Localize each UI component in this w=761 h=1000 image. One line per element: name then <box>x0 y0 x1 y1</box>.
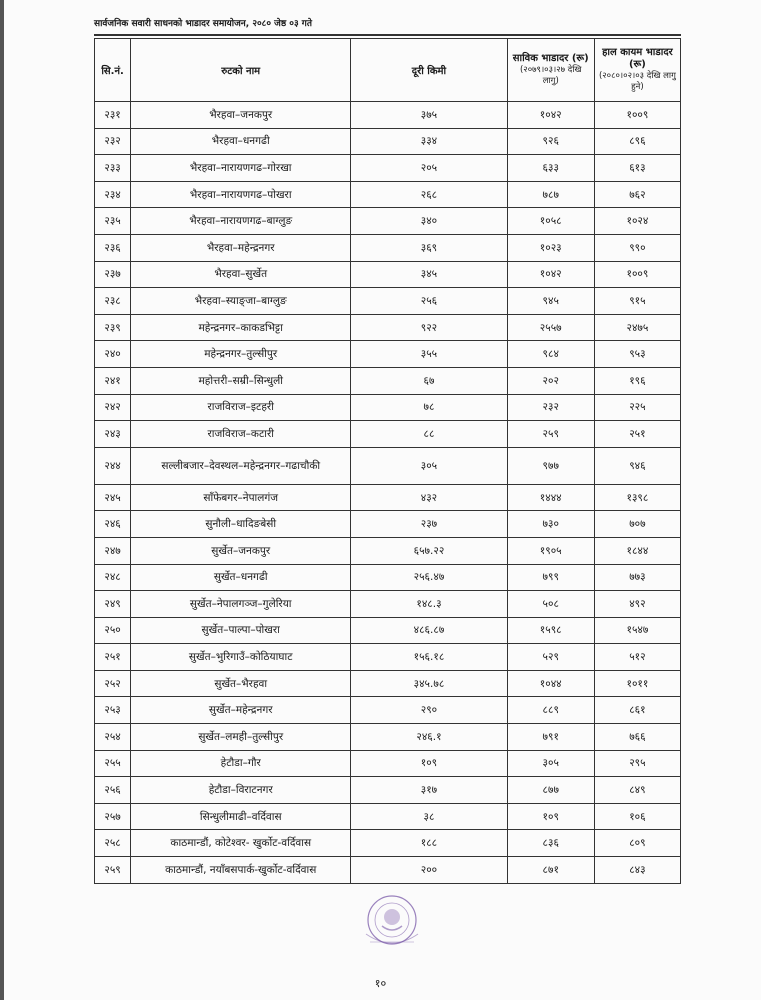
row-distance: २०५ <box>351 155 507 182</box>
row-route: हेटौडा–विराटनगर <box>131 777 351 804</box>
table-row <box>95 857 681 884</box>
table-row <box>95 181 681 208</box>
row-sn: २५६ <box>95 777 131 804</box>
row-distance: १४८.३ <box>351 591 507 618</box>
header-route-label: रुटको नाम <box>221 66 261 77</box>
row-route: भैरहवा–धनगढी <box>131 128 351 155</box>
row-route: सुर्खेत–भुरिगाउँ–कोठियाघाट <box>131 644 351 671</box>
row-distance: २६८ <box>351 181 507 208</box>
row-new-fare: ८४३ <box>594 857 680 884</box>
row-old-fare: २५५७ <box>507 314 594 341</box>
row-new-fare: १०११ <box>594 670 680 697</box>
row-distance: २५६ <box>351 288 507 315</box>
official-seal-icon <box>352 890 432 954</box>
row-distance: ९२२ <box>351 314 507 341</box>
row-new-fare: २२५ <box>594 394 680 421</box>
table-row <box>95 617 681 644</box>
row-sn: २४६ <box>95 511 131 538</box>
row-old-fare: १०९ <box>507 803 594 830</box>
row-route: सल्लीबजार–देवस्थल–महेन्द्रनगर–गढाचौकी <box>131 447 351 484</box>
row-route: साँफेबगर–नेपालगंज <box>131 484 351 511</box>
table-row <box>95 537 681 564</box>
row-new-fare: १००९ <box>594 102 680 129</box>
row-distance: ८८ <box>351 421 507 448</box>
page-number: १० <box>374 977 387 990</box>
header-old-fare-label: साविक भाडादर (रू) <box>512 53 589 64</box>
row-distance: ६७ <box>351 367 507 394</box>
row-sn: २५७ <box>95 803 131 830</box>
row-distance: १५६.१८ <box>351 644 507 671</box>
row-new-fare: ८९६ <box>594 128 680 155</box>
row-route: सुर्खेत–धनगढी <box>131 564 351 591</box>
row-sn: २४१ <box>95 367 131 394</box>
row-old-fare: ९८४ <box>507 341 594 368</box>
row-sn: २३७ <box>95 261 131 288</box>
row-new-fare: ७७३ <box>594 564 680 591</box>
table-row <box>95 670 681 697</box>
row-new-fare: २५१ <box>594 421 680 448</box>
row-distance: ३३४ <box>351 128 507 155</box>
row-new-fare: ५१२ <box>594 644 680 671</box>
header-old-fare-note: (२०७९।०३।२७ देखि लागु) <box>519 65 582 86</box>
row-old-fare: १४४४ <box>507 484 594 511</box>
header-new-fare-label: हाल कायम भाडादर (रू) <box>602 47 673 70</box>
row-sn: २३४ <box>95 181 131 208</box>
table-row <box>95 511 681 538</box>
row-sn: २४२ <box>95 394 131 421</box>
row-route: सुर्खेत–जनकपुर <box>131 537 351 564</box>
row-route: राजविराज–इटहरी <box>131 394 351 421</box>
row-route: हेटौडा–गौर <box>131 750 351 777</box>
table-row <box>95 394 681 421</box>
row-route: सुर्खेत–भैरहवा <box>131 670 351 697</box>
row-old-fare: १०४२ <box>507 261 594 288</box>
row-old-fare: १९०५ <box>507 537 594 564</box>
row-old-fare: १०५८ <box>507 208 594 235</box>
row-distance: ३४५ <box>351 261 507 288</box>
row-route: काठमान्डौं, कोटेश्वर- खुर्कोट-वर्दिवास <box>131 830 351 857</box>
row-sn: २४३ <box>95 421 131 448</box>
row-distance: १०९ <box>351 750 507 777</box>
row-new-fare: १३९८ <box>594 484 680 511</box>
row-distance: २३७ <box>351 511 507 538</box>
row-old-fare: ६३३ <box>507 155 594 182</box>
document-header: सार्वजनिक सवारी साधनको भाडादर समायोजन, २०८० जेष्ठ ०३ गते <box>94 19 312 29</box>
row-distance: ३८ <box>351 803 507 830</box>
row-distance: ३४० <box>351 208 507 235</box>
row-old-fare: ८३६ <box>507 830 594 857</box>
table-row <box>95 447 681 484</box>
row-new-fare: १०६ <box>594 803 680 830</box>
row-new-fare: १०२४ <box>594 208 680 235</box>
row-route: महोत्तरी–सम्री–सिन्धुली <box>131 367 351 394</box>
table-row <box>95 421 681 448</box>
row-sn: २५३ <box>95 697 131 724</box>
row-sn: २३३ <box>95 155 131 182</box>
row-route: भैरहवा–नारायणगढ–गोरखा <box>131 155 351 182</box>
row-sn: २४९ <box>95 591 131 618</box>
row-new-fare: ९५३ <box>594 341 680 368</box>
table-row <box>95 777 681 804</box>
row-route: सिन्धुलीमाढी–वर्दिवास <box>131 803 351 830</box>
fare-table-body <box>95 102 681 884</box>
row-route: सुनौली–धादिङबेसी <box>131 511 351 538</box>
row-new-fare: २९५ <box>594 750 680 777</box>
row-new-fare: ९९० <box>594 234 680 261</box>
row-sn: २५४ <box>95 724 131 751</box>
row-sn: २३९ <box>95 314 131 341</box>
row-sn: २४५ <box>95 484 131 511</box>
row-new-fare: १५४७ <box>594 617 680 644</box>
row-old-fare: २५९ <box>507 421 594 448</box>
row-old-fare: १०४४ <box>507 670 594 697</box>
table-row <box>95 128 681 155</box>
row-old-fare: ८८९ <box>507 697 594 724</box>
row-new-fare: ७०७ <box>594 511 680 538</box>
row-new-fare: ७६२ <box>594 181 680 208</box>
row-route: राजविराज–कटारी <box>131 421 351 448</box>
header-distance <box>351 39 507 102</box>
row-sn: २३२ <box>95 128 131 155</box>
table-row <box>95 314 681 341</box>
row-sn: २४४ <box>95 447 131 484</box>
row-route: सुर्खेत–नेपालगञ्ज–गुलेरिया <box>131 591 351 618</box>
row-sn: २३५ <box>95 208 131 235</box>
header-new-fare <box>594 39 680 102</box>
row-old-fare: १५९८ <box>507 617 594 644</box>
row-distance: ३०५ <box>351 447 507 484</box>
table-row <box>95 697 681 724</box>
row-route: सुर्खेत–पाल्पा–पोखरा <box>131 617 351 644</box>
row-route: भैरहवा–नारायणगढ–पोखरा <box>131 181 351 208</box>
row-sn: २५१ <box>95 644 131 671</box>
row-sn: २५० <box>95 617 131 644</box>
table-row <box>95 750 681 777</box>
header-old-fare <box>507 39 594 102</box>
row-distance: ३६९ <box>351 234 507 261</box>
row-old-fare: ५२९ <box>507 644 594 671</box>
table-header-row <box>95 39 681 102</box>
table-row <box>95 724 681 751</box>
header-divider <box>94 34 681 36</box>
table-row <box>95 484 681 511</box>
row-route: भैरहवा–नारायणगढ–बाग्लुङ <box>131 208 351 235</box>
row-route: भैरहवा–जनकपुर <box>131 102 351 129</box>
table-row <box>95 234 681 261</box>
row-new-fare: ८४९ <box>594 777 680 804</box>
header-distance-label: दूरी किमी <box>411 66 447 77</box>
row-distance: ३५५ <box>351 341 507 368</box>
row-old-fare: ७८७ <box>507 181 594 208</box>
row-route: सुर्खेत–लमही–तुल्सीपुर <box>131 724 351 751</box>
row-new-fare: ६१३ <box>594 155 680 182</box>
row-distance: २४६.१ <box>351 724 507 751</box>
row-route: भैरहवा–स्याङ्जा–बाग्लुङ <box>131 288 351 315</box>
row-new-fare: ९१५ <box>594 288 680 315</box>
row-old-fare: ९७७ <box>507 447 594 484</box>
row-sn: २३८ <box>95 288 131 315</box>
row-sn: २३१ <box>95 102 131 129</box>
row-route: महेन्द्रनगर–काकडभिट्टा <box>131 314 351 341</box>
row-old-fare: ९२६ <box>507 128 594 155</box>
row-sn: २५९ <box>95 857 131 884</box>
row-distance: २९० <box>351 697 507 724</box>
table-row <box>95 261 681 288</box>
row-sn: २५८ <box>95 830 131 857</box>
scan-edge <box>0 0 4 1000</box>
row-distance: ३४५.७८ <box>351 670 507 697</box>
row-distance: ३७५ <box>351 102 507 129</box>
row-distance: २५६.४७ <box>351 564 507 591</box>
row-sn: २४० <box>95 341 131 368</box>
row-route: सुर्खेत–महेन्द्रनगर <box>131 697 351 724</box>
table-row <box>95 102 681 129</box>
row-old-fare: ७९९ <box>507 564 594 591</box>
table-row <box>95 208 681 235</box>
table-row <box>95 830 681 857</box>
row-new-fare: ४९२ <box>594 591 680 618</box>
row-sn: २३६ <box>95 234 131 261</box>
row-new-fare: १००९ <box>594 261 680 288</box>
row-old-fare: २०२ <box>507 367 594 394</box>
row-new-fare: ९४६ <box>594 447 680 484</box>
table-row <box>95 644 681 671</box>
row-new-fare: ८६१ <box>594 697 680 724</box>
row-sn: २५२ <box>95 670 131 697</box>
row-new-fare: २४७५ <box>594 314 680 341</box>
row-sn: २५५ <box>95 750 131 777</box>
header-sn <box>95 39 131 102</box>
row-sn: २४७ <box>95 537 131 564</box>
row-old-fare: ७९१ <box>507 724 594 751</box>
row-new-fare: १८४४ <box>594 537 680 564</box>
row-old-fare: १०२३ <box>507 234 594 261</box>
table-row <box>95 591 681 618</box>
row-distance: ७८ <box>351 394 507 421</box>
fare-table <box>94 38 681 884</box>
header-new-fare-note: (२०८०।०२।०३ देखि लागु हुने) <box>598 71 676 92</box>
row-old-fare: १०४२ <box>507 102 594 129</box>
row-old-fare: २३२ <box>507 394 594 421</box>
row-distance: १८८ <box>351 830 507 857</box>
header-route <box>131 39 351 102</box>
row-sn: २४८ <box>95 564 131 591</box>
row-distance: ३१७ <box>351 777 507 804</box>
table-row <box>95 288 681 315</box>
row-route: भैरहवा–महेन्द्रनगर <box>131 234 351 261</box>
row-new-fare: ७६६ <box>594 724 680 751</box>
row-old-fare: ३०५ <box>507 750 594 777</box>
row-distance: ६५७.२२ <box>351 537 507 564</box>
row-new-fare: १९६ <box>594 367 680 394</box>
row-route: काठमान्डौं, नयाँबसपार्क-खुर्कोट-वर्दिवास <box>131 857 351 884</box>
table-row <box>95 803 681 830</box>
header-sn-label: सि.नं. <box>101 66 124 77</box>
row-distance: ४८६.८७ <box>351 617 507 644</box>
table-row <box>95 564 681 591</box>
row-old-fare: ९४५ <box>507 288 594 315</box>
row-old-fare: ८७१ <box>507 857 594 884</box>
row-distance: ४३२ <box>351 484 507 511</box>
row-old-fare: ५०८ <box>507 591 594 618</box>
row-route: भैरहवा–सुर्खेत <box>131 261 351 288</box>
table-row <box>95 341 681 368</box>
table-row <box>95 367 681 394</box>
row-distance: २०० <box>351 857 507 884</box>
row-old-fare: ८७७ <box>507 777 594 804</box>
row-route: महेन्द्रनगर–तुल्सीपुर <box>131 341 351 368</box>
row-old-fare: ७३० <box>507 511 594 538</box>
table-row <box>95 155 681 182</box>
row-new-fare: ८०९ <box>594 830 680 857</box>
